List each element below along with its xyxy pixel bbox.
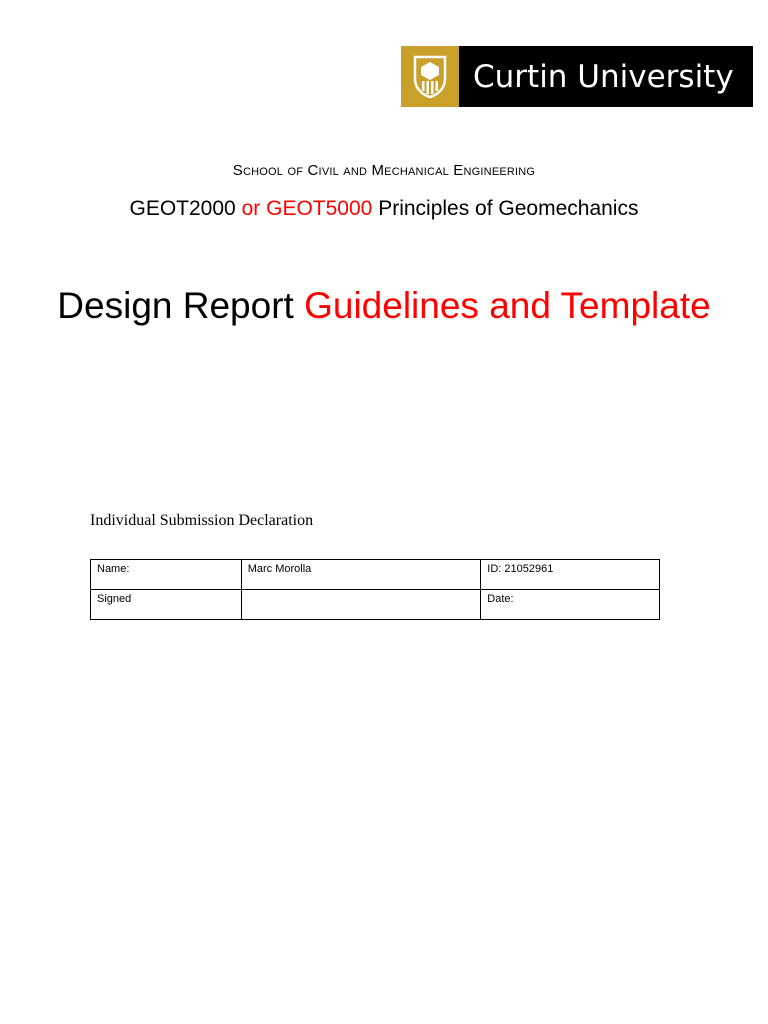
date-field: Date: (481, 590, 660, 620)
school-name: School of Civil and Mechanical Engineering (232, 162, 536, 179)
table-row (91, 590, 660, 620)
declaration-heading: Individual Submission Declaration (90, 512, 314, 529)
table-row (91, 560, 660, 590)
signed-label: Signed (91, 590, 242, 620)
title-part-1: Design Report (57, 285, 294, 326)
course-code-primary: GEOT2000 (129, 197, 236, 220)
logo-mark (401, 46, 459, 107)
logo-text: Curtin University (473, 58, 734, 95)
course-code-secondary: GEOT5000 (266, 197, 373, 220)
title-part-2: Guidelines and Template (304, 285, 711, 326)
declaration-table (90, 559, 660, 620)
curtin-crest-icon (413, 55, 447, 99)
name-label: Name: (91, 560, 242, 590)
course-or-text: or (241, 197, 261, 220)
document-title (0, 282, 768, 330)
course-line (0, 197, 768, 221)
curtin-logo (401, 46, 753, 107)
course-name: Principles of Geomechanics (378, 197, 639, 220)
id-field: ID: 21052961 (481, 560, 660, 590)
name-value: Marc Morolla (241, 560, 481, 590)
signed-value (241, 590, 481, 620)
